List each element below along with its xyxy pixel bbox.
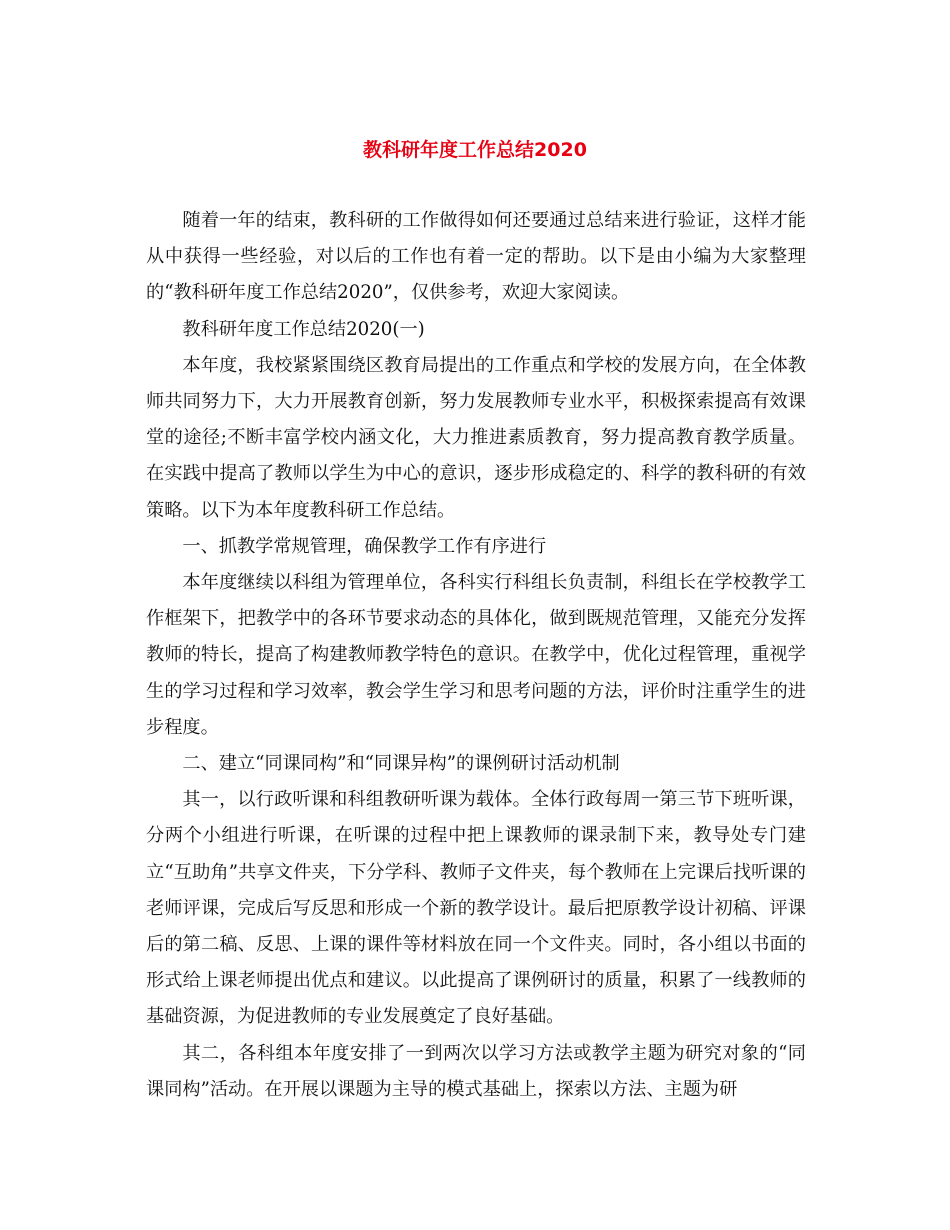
body-paragraph: 其二，各科组本年度安排了一到两次以学习方法或教学主题为研究对象的“同课同构”活动。在开展以课题为主导的模式基础上，探索以方法、主题为研 <box>146 1042 806 1100</box>
section-heading: 二、建立“同课同构”和“同课异构”的课例研讨活动机制 <box>182 753 620 775</box>
section-heading: 教科研年度工作总结2020(一) <box>182 318 425 340</box>
body-paragraph: 本年度，我校紧紧围绕区教育局提出的工作重点和学校的发展方向，在全体教师共同努力下，大力开展教育创新，努力发展教师专业水平，积极探索提高有效课堂的途径;不断丰富学校内涵文化，大力推进素质教育，努力提高教育教学质量。在实践中提高了教师以学生为中心的意识，逐步形成稳定的、科学的教科研的有效策略。以下为本年度教科研工作总结。 <box>146 354 806 521</box>
body-paragraph: 其一，以行政听课和科组教研听课为载体。全体行政每周一第三节下班听课，分两个小组进行听课，在听课的过程中把上课教师的课录制下来，教导处专门建立“互助角”共享文件夹，下分学科、教师子文件夹，每个教师在上完课后找听课的老师评课，完成后写反思和形成一个新的教学设计。最后把原教学设计初稿、评课后的第二稿、反思、上课的课件等材料放在同一个文件夹。同时，各小组以书面的形式给上课老师提出优点和建议。以此提高了课例研讨的质量，积累了一线教师的基础资源，为促进教师的专业发展奠定了良好基础。 <box>146 789 806 1028</box>
section-heading: 一、抓教学常规管理，确保教学工作有序进行 <box>182 535 547 557</box>
body-paragraph: 本年度继续以科组为管理单位，各科实行科组长负责制，科组长在学校教学工作框架下，把教学中的各环节要求动态的具体化，做到既规范管理，又能充分发挥教师的特长，提高了构建教师教学特色的意识。在教学中，优化过程管理，重视学生的学习过程和学习效率，教会学生学习和思考问题的方法，评价时注重学生的进步程度。 <box>146 572 806 738</box>
document-body <box>146 203 806 1108</box>
document-title: 教科研年度工作总结2020 <box>363 139 587 161</box>
intro-paragraph: 随着一年的结束，教科研的工作做得如何还要通过总结来进行验证，这样才能从中获得一些经验，对以后的工作也有着一定的帮助。以下是由小编为大家整理的“教科研年度工作总结2020”，仅供参考，欢迎大家阅读。 <box>146 210 806 304</box>
